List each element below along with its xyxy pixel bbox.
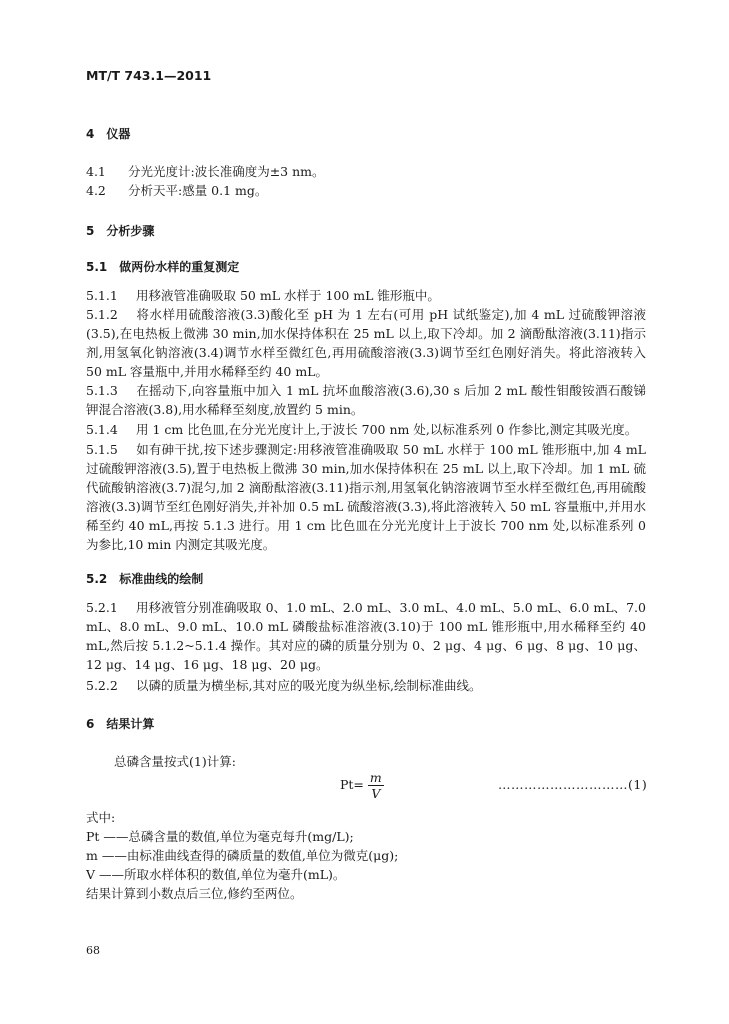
clause-5-1-5 xyxy=(86,440,646,554)
calculation-intro: 总磷含量按式(1)计算: xyxy=(114,754,236,769)
definition-v: V ——所取水样体积的数值,单位为毫升(mL)。 xyxy=(86,867,346,882)
clause-number: 5.2.2 xyxy=(86,678,118,693)
section-5-2-title: 5.2 标准曲线的绘制 xyxy=(86,572,204,586)
clause-number: 4.1 xyxy=(86,164,106,179)
section-5-title: 5 分析步骤 xyxy=(86,224,155,238)
clause-number: 4.2 xyxy=(86,183,106,198)
clause-number: 5.1.3 xyxy=(86,383,118,398)
where-label: 式中: xyxy=(86,810,116,825)
standard-code: MT/T 743.1—2011 xyxy=(86,68,212,83)
clause-text: 在摇动下,向容量瓶中加入 1 mL 抗坏血酸溶液(3.6),30 s 后加 2 mL 酸性钼酸铵酒石酸锑钾混合溶液(3.8),用水稀释至刻度,放置约 5 min。 xyxy=(86,383,646,417)
clause-4-2 xyxy=(86,181,267,199)
page-number: 68 xyxy=(86,944,100,957)
formula-fraction xyxy=(368,770,384,801)
formula-numerator: m xyxy=(369,770,382,785)
formula-number: (1) xyxy=(628,777,648,792)
clause-text: 分析天平:感量 0.1 mg。 xyxy=(128,183,268,198)
clause-text: 分光光度计:波长准确度为±3 nm。 xyxy=(128,164,325,179)
clause-text: 将水样用硫酸溶液(3.3)酸化至 pH 为 1 左右(可用 pH 试纸鉴定),加 4 mL 过硫酸钾溶液(3.5),在电热板上微沸 30 min,加水保持体积在 25 mL 以上,取下冷却。加 2 滴酚酞溶液(3.11)指示剂,用氢氧化钠溶液(3.4)调节水样至微红色,再用硫酸溶液(3.3)调节至红色刚好消失。将此溶液转入 50 mL 容量瓶中,并用水稀释至约 40 mL。 xyxy=(86,307,646,379)
clause-number: 5.1.1 xyxy=(86,288,118,303)
formula-1 xyxy=(340,770,384,801)
clause-5-1-1 xyxy=(86,286,440,304)
formula-leader xyxy=(498,777,647,792)
clause-5-2-2 xyxy=(86,676,481,694)
clause-5-1-4 xyxy=(86,420,637,438)
section-4-title: 4 仪器 xyxy=(86,127,131,141)
clause-number: 5.1.2 xyxy=(86,307,118,322)
rounding-note: 结果计算到小数点后三位,修约至两位。 xyxy=(86,886,303,901)
definition-m: m ——由标准曲线查得的磷质量的数值,单位为微克(μg); xyxy=(86,848,399,863)
clause-text: 以磷的质量为横坐标,其对应的吸光度为纵坐标,绘制标准曲线。 xyxy=(136,678,482,693)
formula-dots: ………………………… xyxy=(498,777,628,792)
clause-text: 用移液管准确吸取 50 mL 水样于 100 mL 锥形瓶中。 xyxy=(136,288,440,303)
formula-lhs: Pt= xyxy=(340,777,364,792)
clause-number: 5.1.4 xyxy=(86,422,118,437)
clause-4-1 xyxy=(86,162,325,180)
section-5-1-title: 5.1 做两份水样的重复测定 xyxy=(86,260,240,274)
definition-pt: Pt ——总磷含量的数值,单位为毫克每升(mg/L); xyxy=(86,829,354,844)
formula-denominator: V xyxy=(371,786,381,801)
clause-text: 如有砷干扰,按下述步骤测定:用移液管准确吸取 50 mL 水样于 100 mL 锥形瓶中,加 4 mL 过硫酸钾溶液(3.5),置于电热板上微沸 30 min,加水保持体积在 25 mL 以上,取下冷却。加 1 mL 硫代硫酸钠溶液(3.7)混匀,加 2 滴酚酞溶液(3.11)指示剂,用氢氧化钠溶液调节至水样至微红色,再用硫酸溶液(3.3)调节至红色刚好消失,并补加 0.5 mL 硫酸溶液(3.3),将此溶液转入 50 mL 容量瓶中,并用水稀至约 40 mL,再按 5.1.3 进行。用 1 cm 比色皿在分光光度计上于波长 700 nm 处,以标准系列 0 为参比,10 min 内测定其吸光度。 xyxy=(86,442,646,552)
clause-number: 5.1.5 xyxy=(86,442,118,457)
clause-text: 用移液管分别准确吸取 0、1.0 mL、2.0 mL、3.0 mL、4.0 mL、5.0 mL、6.0 mL、7.0 mL、8.0 mL、9.0 mL、10.0 mL 磷酸盐标准溶液(3.10)于 100 mL 锥形瓶中,用水稀释至约 40 mL,然后按 5.1.2~5.1.4 操作。其对应的磷的质量分别为 0、2 μg、4 μg、6 μg、8 μg、10 μg、12 μg、14 μg、16 μg、18 μg、20 μg。 xyxy=(86,600,646,672)
clause-5-2-1 xyxy=(86,598,646,674)
clause-text: 用 1 cm 比色皿,在分光光度计上,于波长 700 nm 处,以标准系列 0 作参比,测定其吸光度。 xyxy=(136,422,638,437)
clause-number: 5.2.1 xyxy=(86,600,118,615)
clause-5-1-2 xyxy=(86,305,646,381)
clause-5-1-3 xyxy=(86,381,646,419)
section-6-title: 6 结果计算 xyxy=(86,717,155,731)
